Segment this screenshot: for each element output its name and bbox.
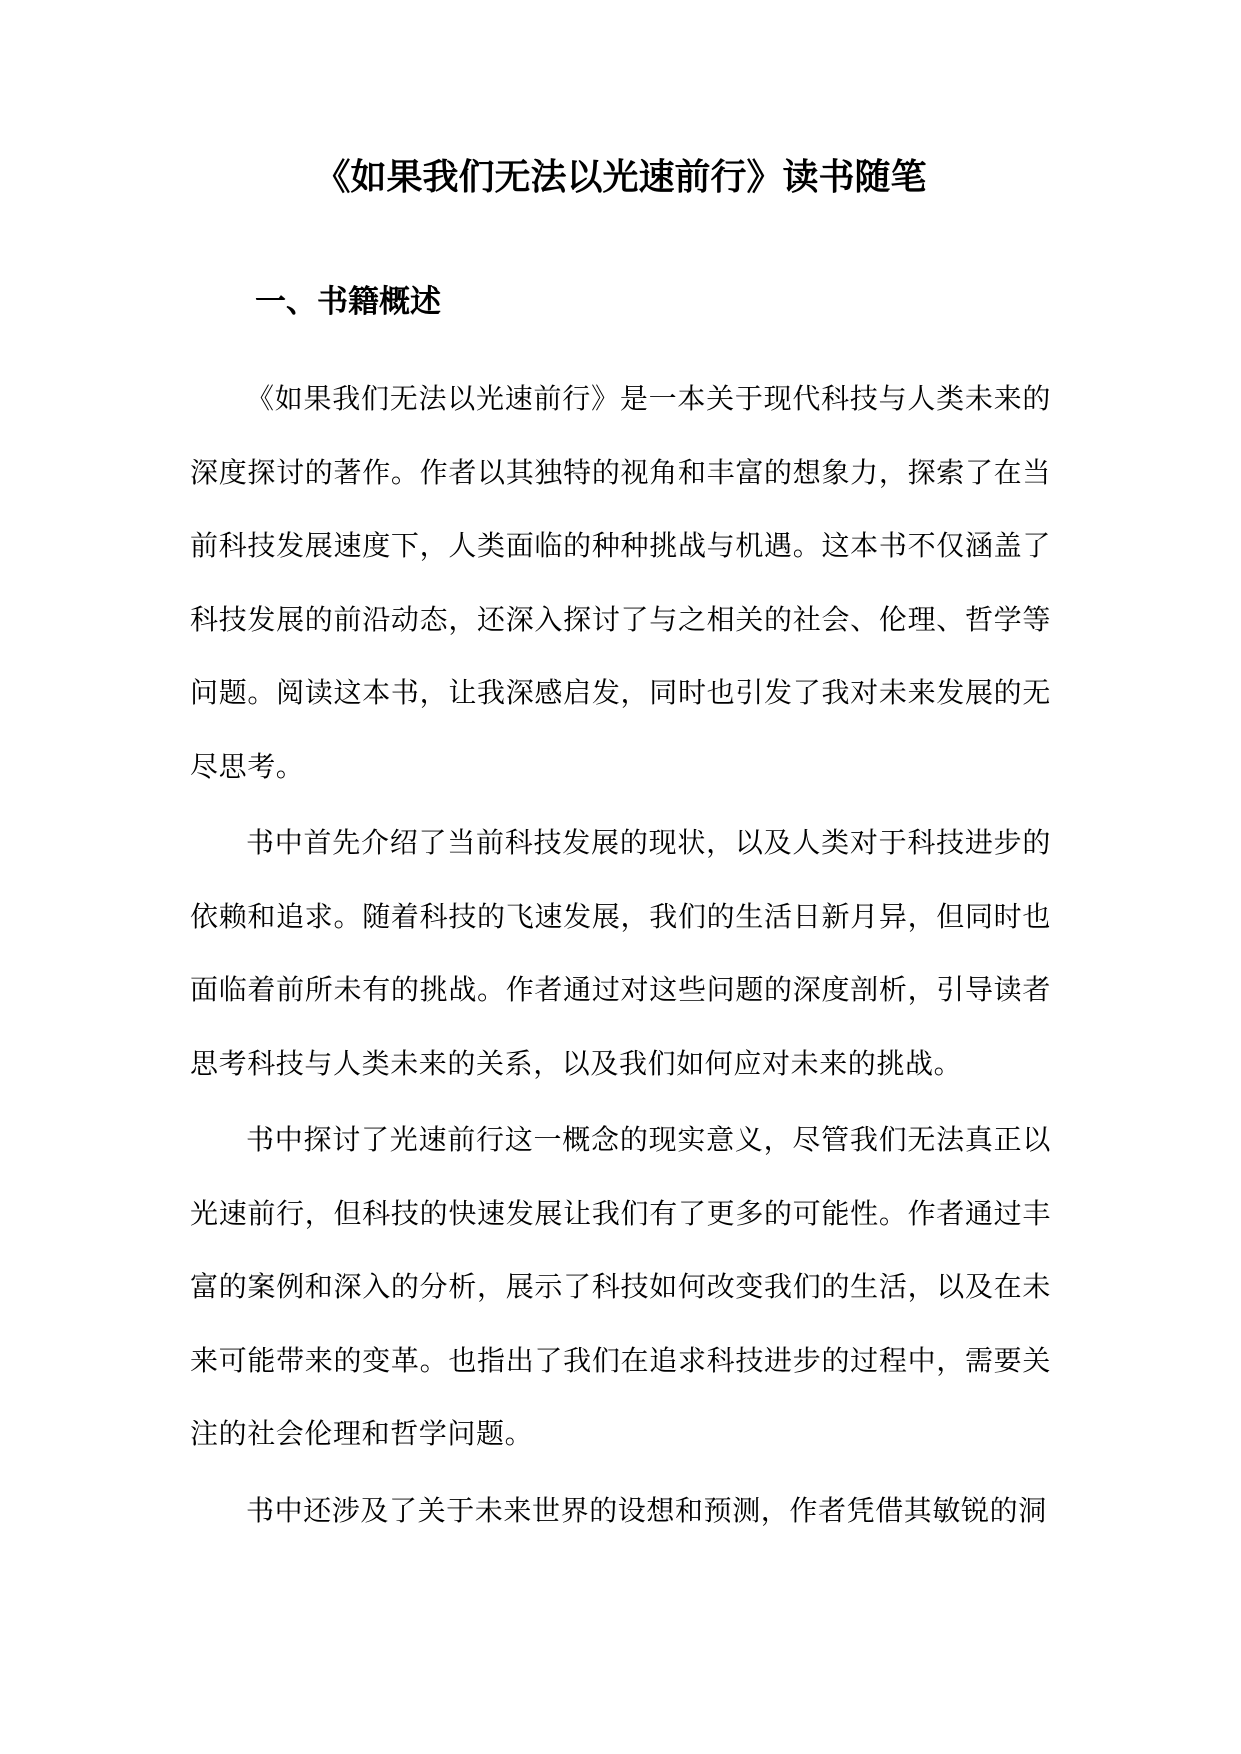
section-heading: 一、书籍概述 <box>255 284 441 320</box>
document-body <box>190 362 1051 1550</box>
paragraph: 书中探讨了光速前行这一概念的现实意义，尽管我们无法真正以光速前行，但科技的快速发展让我们有了更多的可能性。作者通过丰富的案例和深入的分析，展示了科技如何改变我们的生活，以及在未来可能带来的变革。也指出了我们在追求科技进步的过程中，需要关注的社会伦理和哲学问题。 <box>190 1123 1051 1450</box>
document-title: 《如果我们无法以光速前行》读书随笔 <box>314 156 927 198</box>
paragraph: 《如果我们无法以光速前行》是一本关于现代科技与人类未来的深度探讨的著作。作者以其独特的视角和丰富的想象力，探索了在当前科技发展速度下，人类面临的种种挑战与机遇。这本书不仅涵盖了科技发展的前沿动态，还深入探讨了与之相关的社会、伦理、哲学等问题。阅读这本书，让我深感启发，同时也引发了我对未来发展的无尽思考。 <box>190 382 1051 783</box>
paragraph: 书中首先介绍了当前科技发展的现状，以及人类对于科技进步的依赖和追求。随着科技的飞速发展，我们的生活日新月异，但同时也面临着前所未有的挑战。作者通过对这些问题的深度剖析，引导读者思考科技与人类未来的关系，以及我们如何应对未来的挑战。 <box>190 826 1051 1080</box>
paragraph: 书中还涉及了关于未来世界的设想和预测，作者凭借其敏锐的洞 <box>246 1493 1047 1527</box>
